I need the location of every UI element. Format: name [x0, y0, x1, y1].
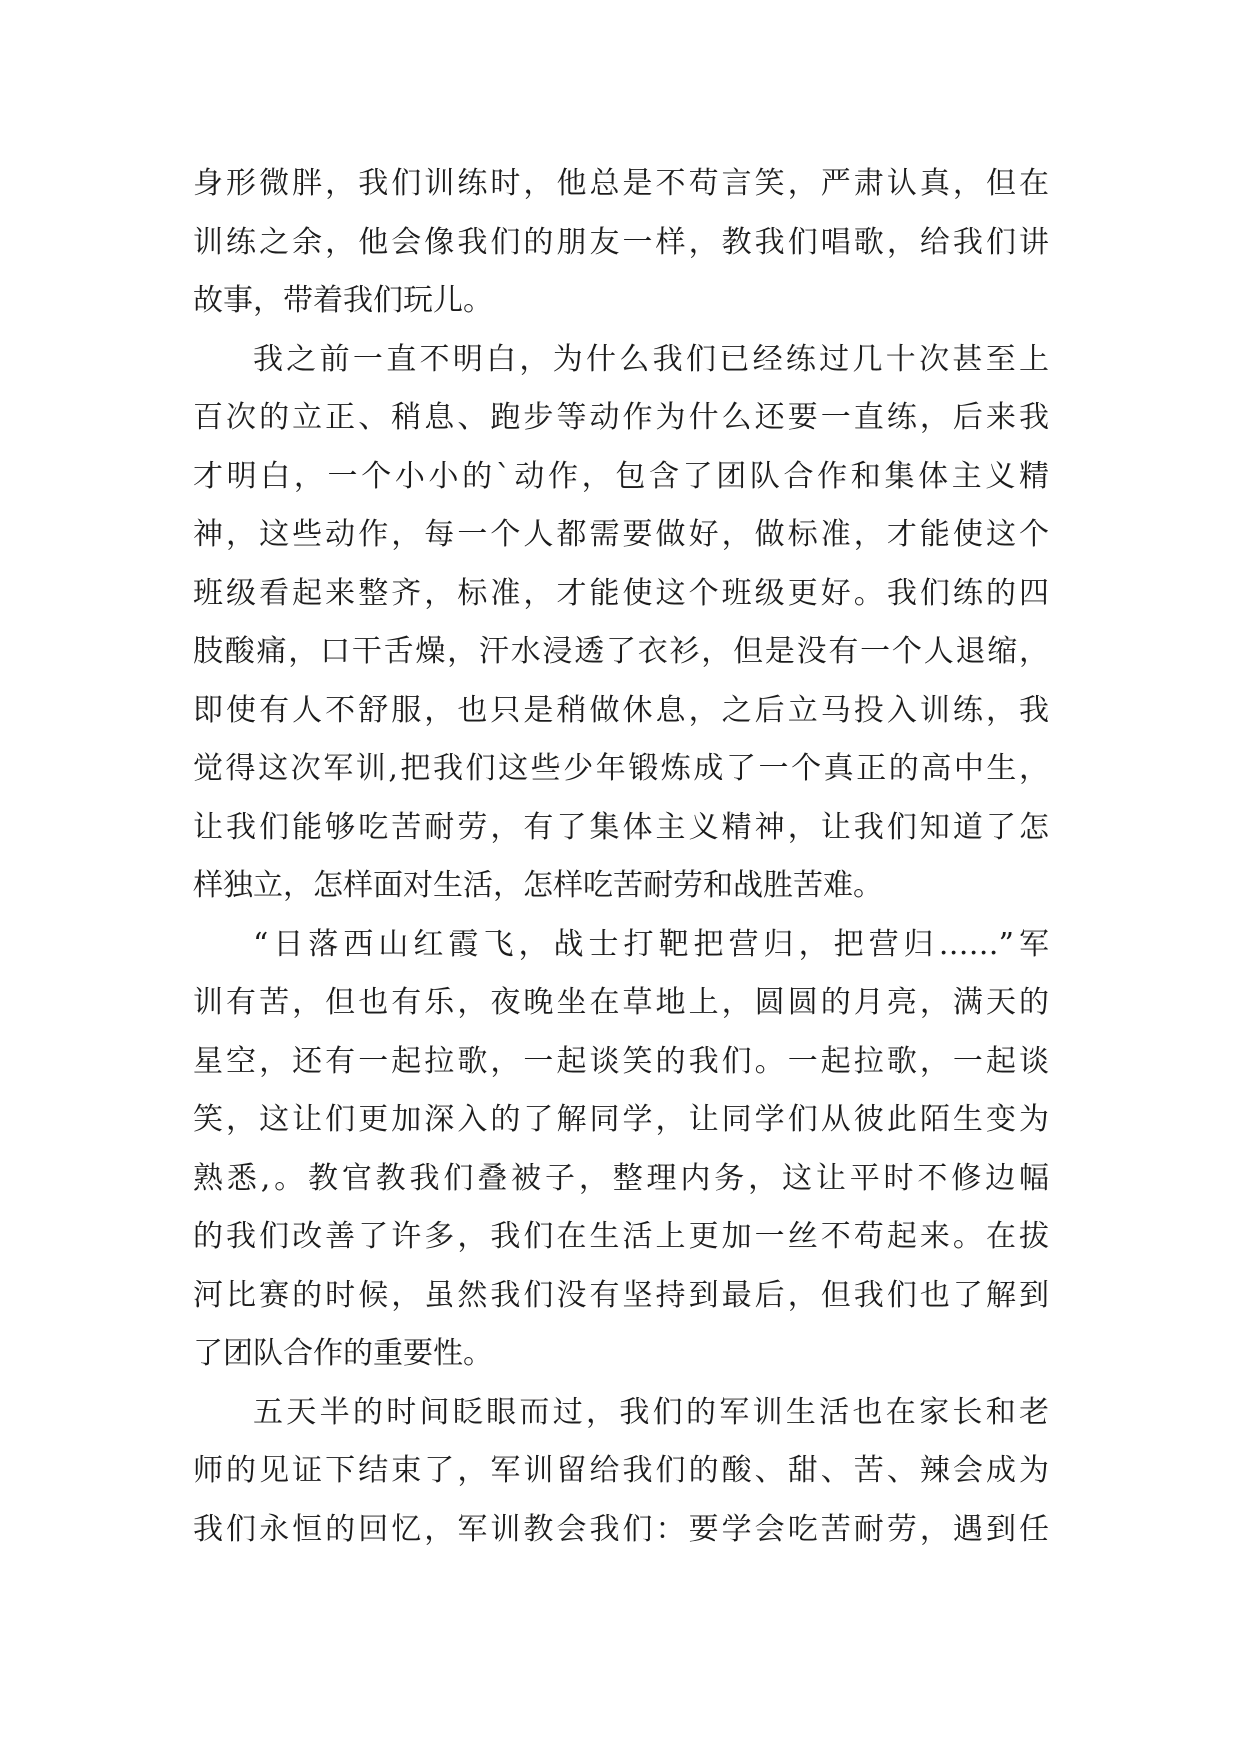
text-line: 师的见证下结束了，军训留给我们的酸、甜、苦、辣会成为: [193, 1453, 1049, 1488]
text-line: 让我们能够吃苦耐劳，有了集体主义精神，让我们知道了怎: [193, 809, 1049, 845]
text-line: 百次的立正、稍息、跑步等动作为什么还要一直练，后来我: [193, 400, 1049, 435]
text-line: 训有苦，但也有乐，夜晚坐在草地上，圆圆的月亮，满天的: [193, 985, 1049, 1020]
text-line: 身形微胖，我们训练时，他总是不苟言笑，严肃认真，但在: [193, 166, 1049, 201]
text-line: 星空，还有一起拉歌，一起谈笑的我们。一起拉歌，一起谈: [193, 1043, 1049, 1079]
text-line: 觉得这次军训,把我们这些少年锻炼成了一个真正的高中生，: [193, 751, 1049, 786]
text-line: 神，这些动作，每一个人都需要做好，做标准，才能使这个: [193, 517, 1049, 552]
text-line: 了团队合作的重要性。: [193, 1336, 493, 1371]
text-line: 班级看起来整齐，标准，才能使这个班级更好。我们练的四: [193, 575, 1049, 611]
text-line: 笑，这让们更加深入的了解同学，让同学们从彼此陌生变为: [193, 1102, 1049, 1137]
text-line: 训练之余，他会像我们的朋友一样，教我们唱歌，给我们讲: [193, 224, 1049, 260]
document-body: [193, 155, 1049, 1559]
text-line: 故事，带着我们玩儿。: [193, 283, 493, 318]
text-line: 熟悉,。教官教我们叠被子，整理内务，这让平时不修边幅: [193, 1160, 1049, 1196]
text-line: 我们永恒的回忆，军训教会我们：要学会吃苦耐劳，遇到任: [193, 1511, 1049, 1547]
text-line: 即使有人不舒服，也只是稍做休息，之后立马投入训练，我: [193, 692, 1049, 728]
text-line: 河比赛的时候，虽然我们没有坚持到最后，但我们也了解到: [193, 1277, 1049, 1313]
text-line: 才明白，一个小小的`动作，包含了团队合作和集体主义精: [193, 458, 1049, 494]
text-line: 样独立，怎样面对生活，怎样吃苦耐劳和战胜苦难。: [193, 868, 883, 903]
text-line: 肢酸痛，口干舌燥，汗水浸透了衣衫，但是没有一个人退缩，: [193, 634, 1049, 669]
text-line: 我之前一直不明白，为什么我们已经练过几十次甚至上: [253, 341, 1049, 377]
text-line: 五天半的时间眨眼而过，我们的军训生活也在家长和老: [253, 1394, 1049, 1430]
text-line: 的我们改善了许多，我们在生活上更加一丝不苟起来。在拔: [193, 1219, 1049, 1254]
text-line: “日落西山红霞飞，战士打靶把营归，把营归……”军: [253, 926, 1049, 962]
